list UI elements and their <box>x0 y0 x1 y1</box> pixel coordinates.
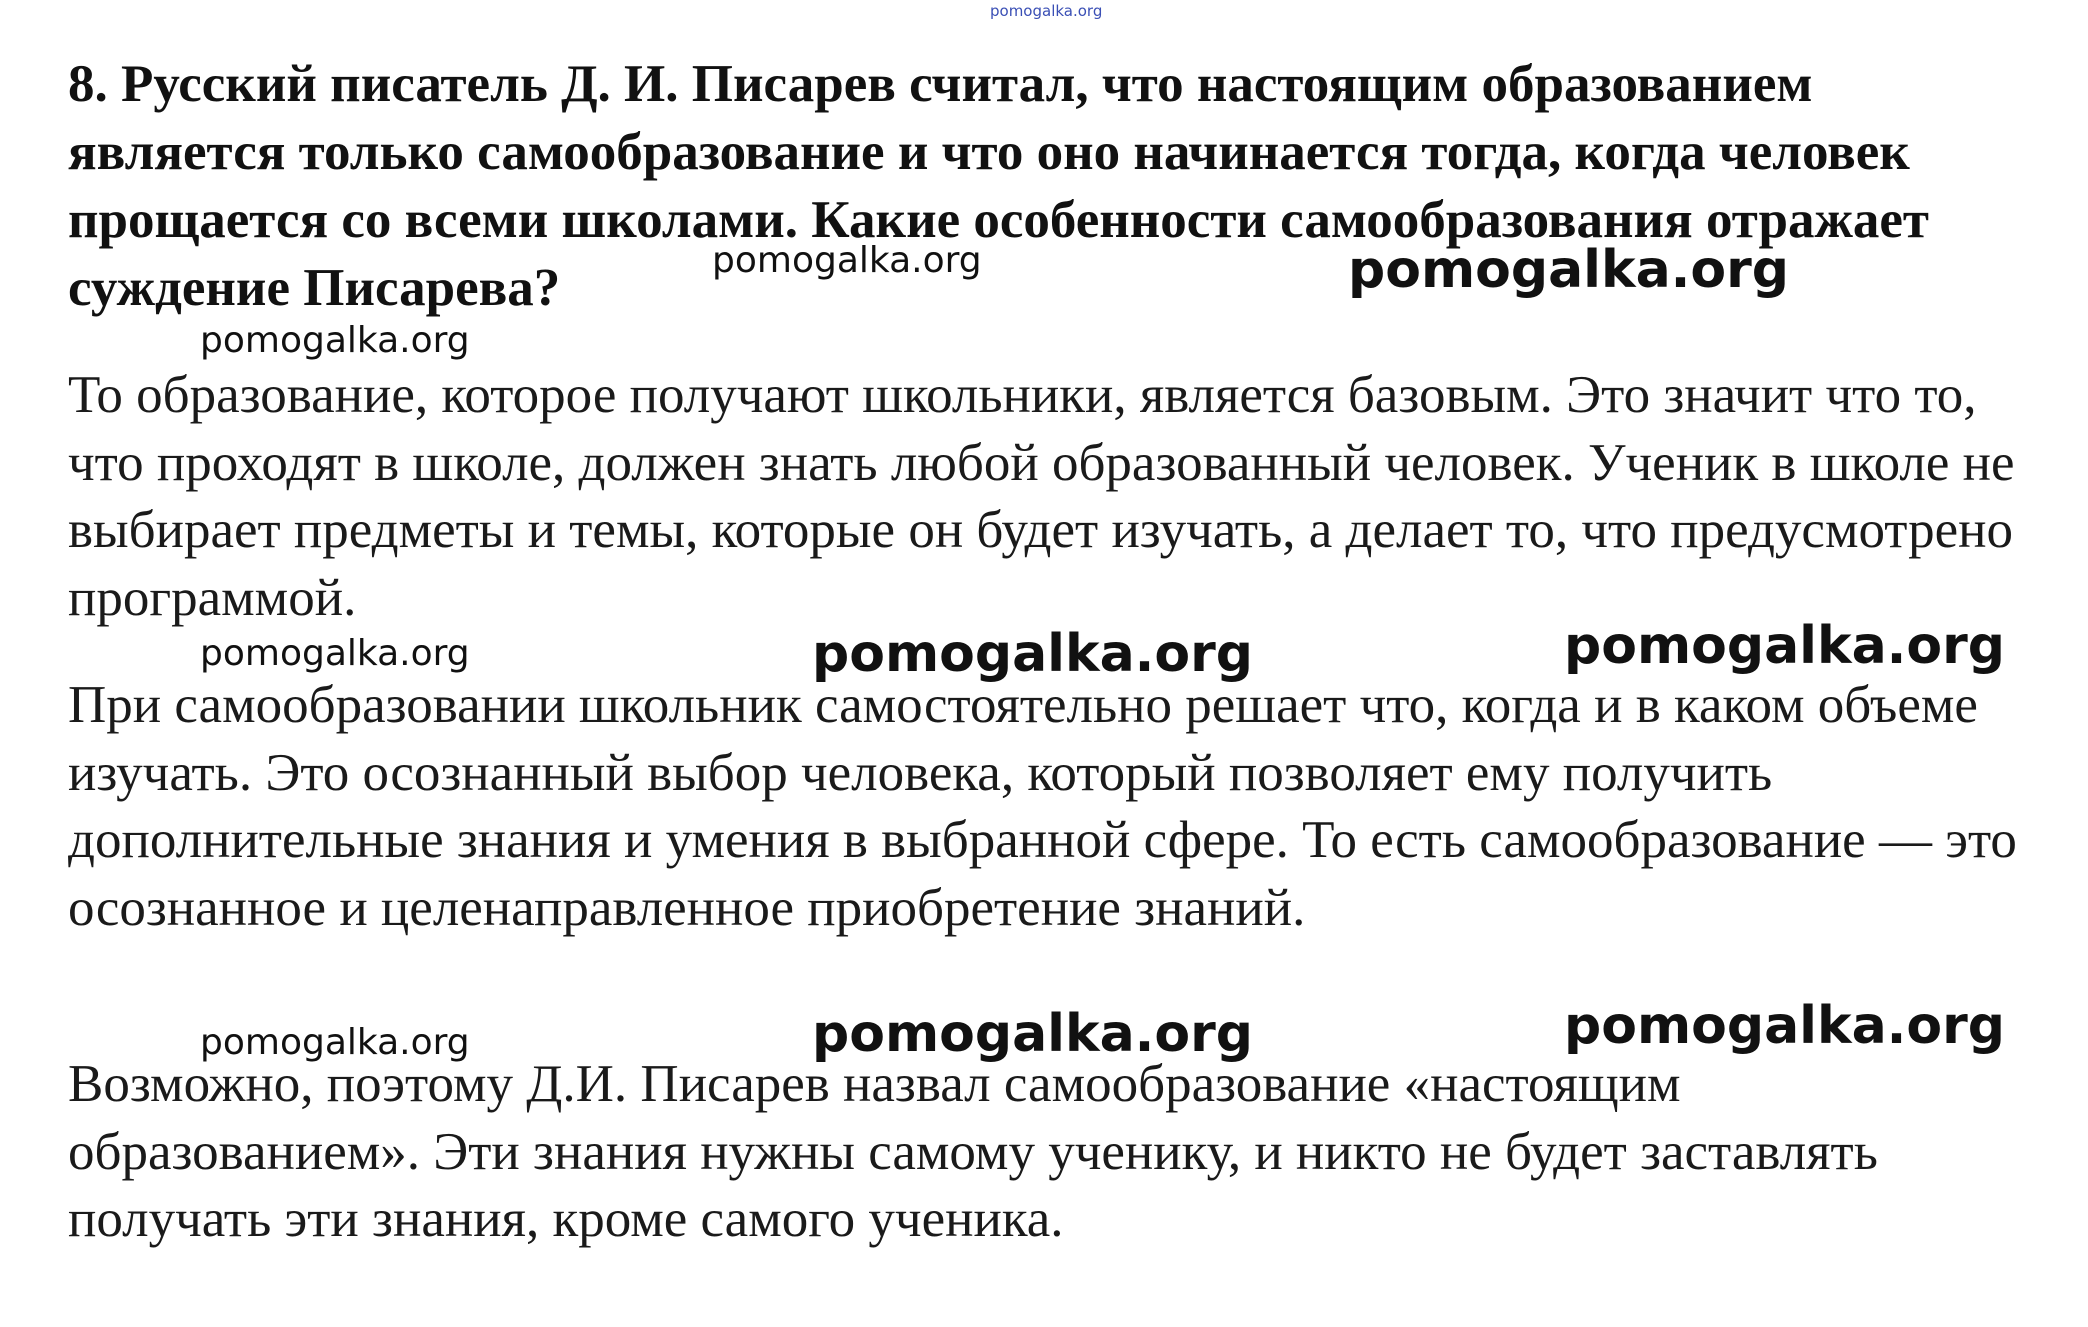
watermark-text: pomogalka.org <box>1348 240 1790 300</box>
question-heading: 8. Русский писатель Д. И. Писарев считал, что настоящим образованием является только самообразование и что оно начинается тогда, когда человек прощается со всеми школами. Какие особенности самообразования отражает суждение Писарева? <box>68 55 1929 317</box>
answer-paragraph-3: Возможно, поэтому Д.И. Писарев назвал самообразование «настоящим образованием». Эти знания нужны самому ученику, и никто не будет заставлять получать эти знания, кроме самого ученика. <box>68 1055 1878 1248</box>
watermark-text: pomogalka.org <box>1564 996 2006 1056</box>
answer-paragraph-1: То образование, которое получают школьники, является базовым. Это значит что то, что проходят в школе, должен знать любой образованный человек. Ученик в школе не выбирает предметы и темы, которые он будет изучать, а делает то, что предусмотрено программой. <box>68 366 2015 627</box>
watermark-text: pomogalka.org <box>812 624 1254 684</box>
watermark-text: pomogalka.org <box>812 1004 1254 1064</box>
watermark-text: pomogalka.org <box>712 240 982 281</box>
answer-paragraph-2: При самообразовании школьник самостоятельно решает что, когда и в каком объеме изучать. Это осознанный выбор человека, который позволяет ему получить дополнительные знания и умения в выбранной сфере. То есть самообразование — это осознанное и целенаправленное приобретение знаний. <box>68 676 2017 937</box>
watermark-text: pomogalka.org <box>200 320 470 361</box>
watermark-text: pomogalka.org <box>200 1022 470 1063</box>
watermark-text: pomogalka.org <box>200 633 470 674</box>
watermark-text: pomogalka.org <box>1564 616 2006 676</box>
watermark-text: pomogalka.org <box>990 2 1103 20</box>
